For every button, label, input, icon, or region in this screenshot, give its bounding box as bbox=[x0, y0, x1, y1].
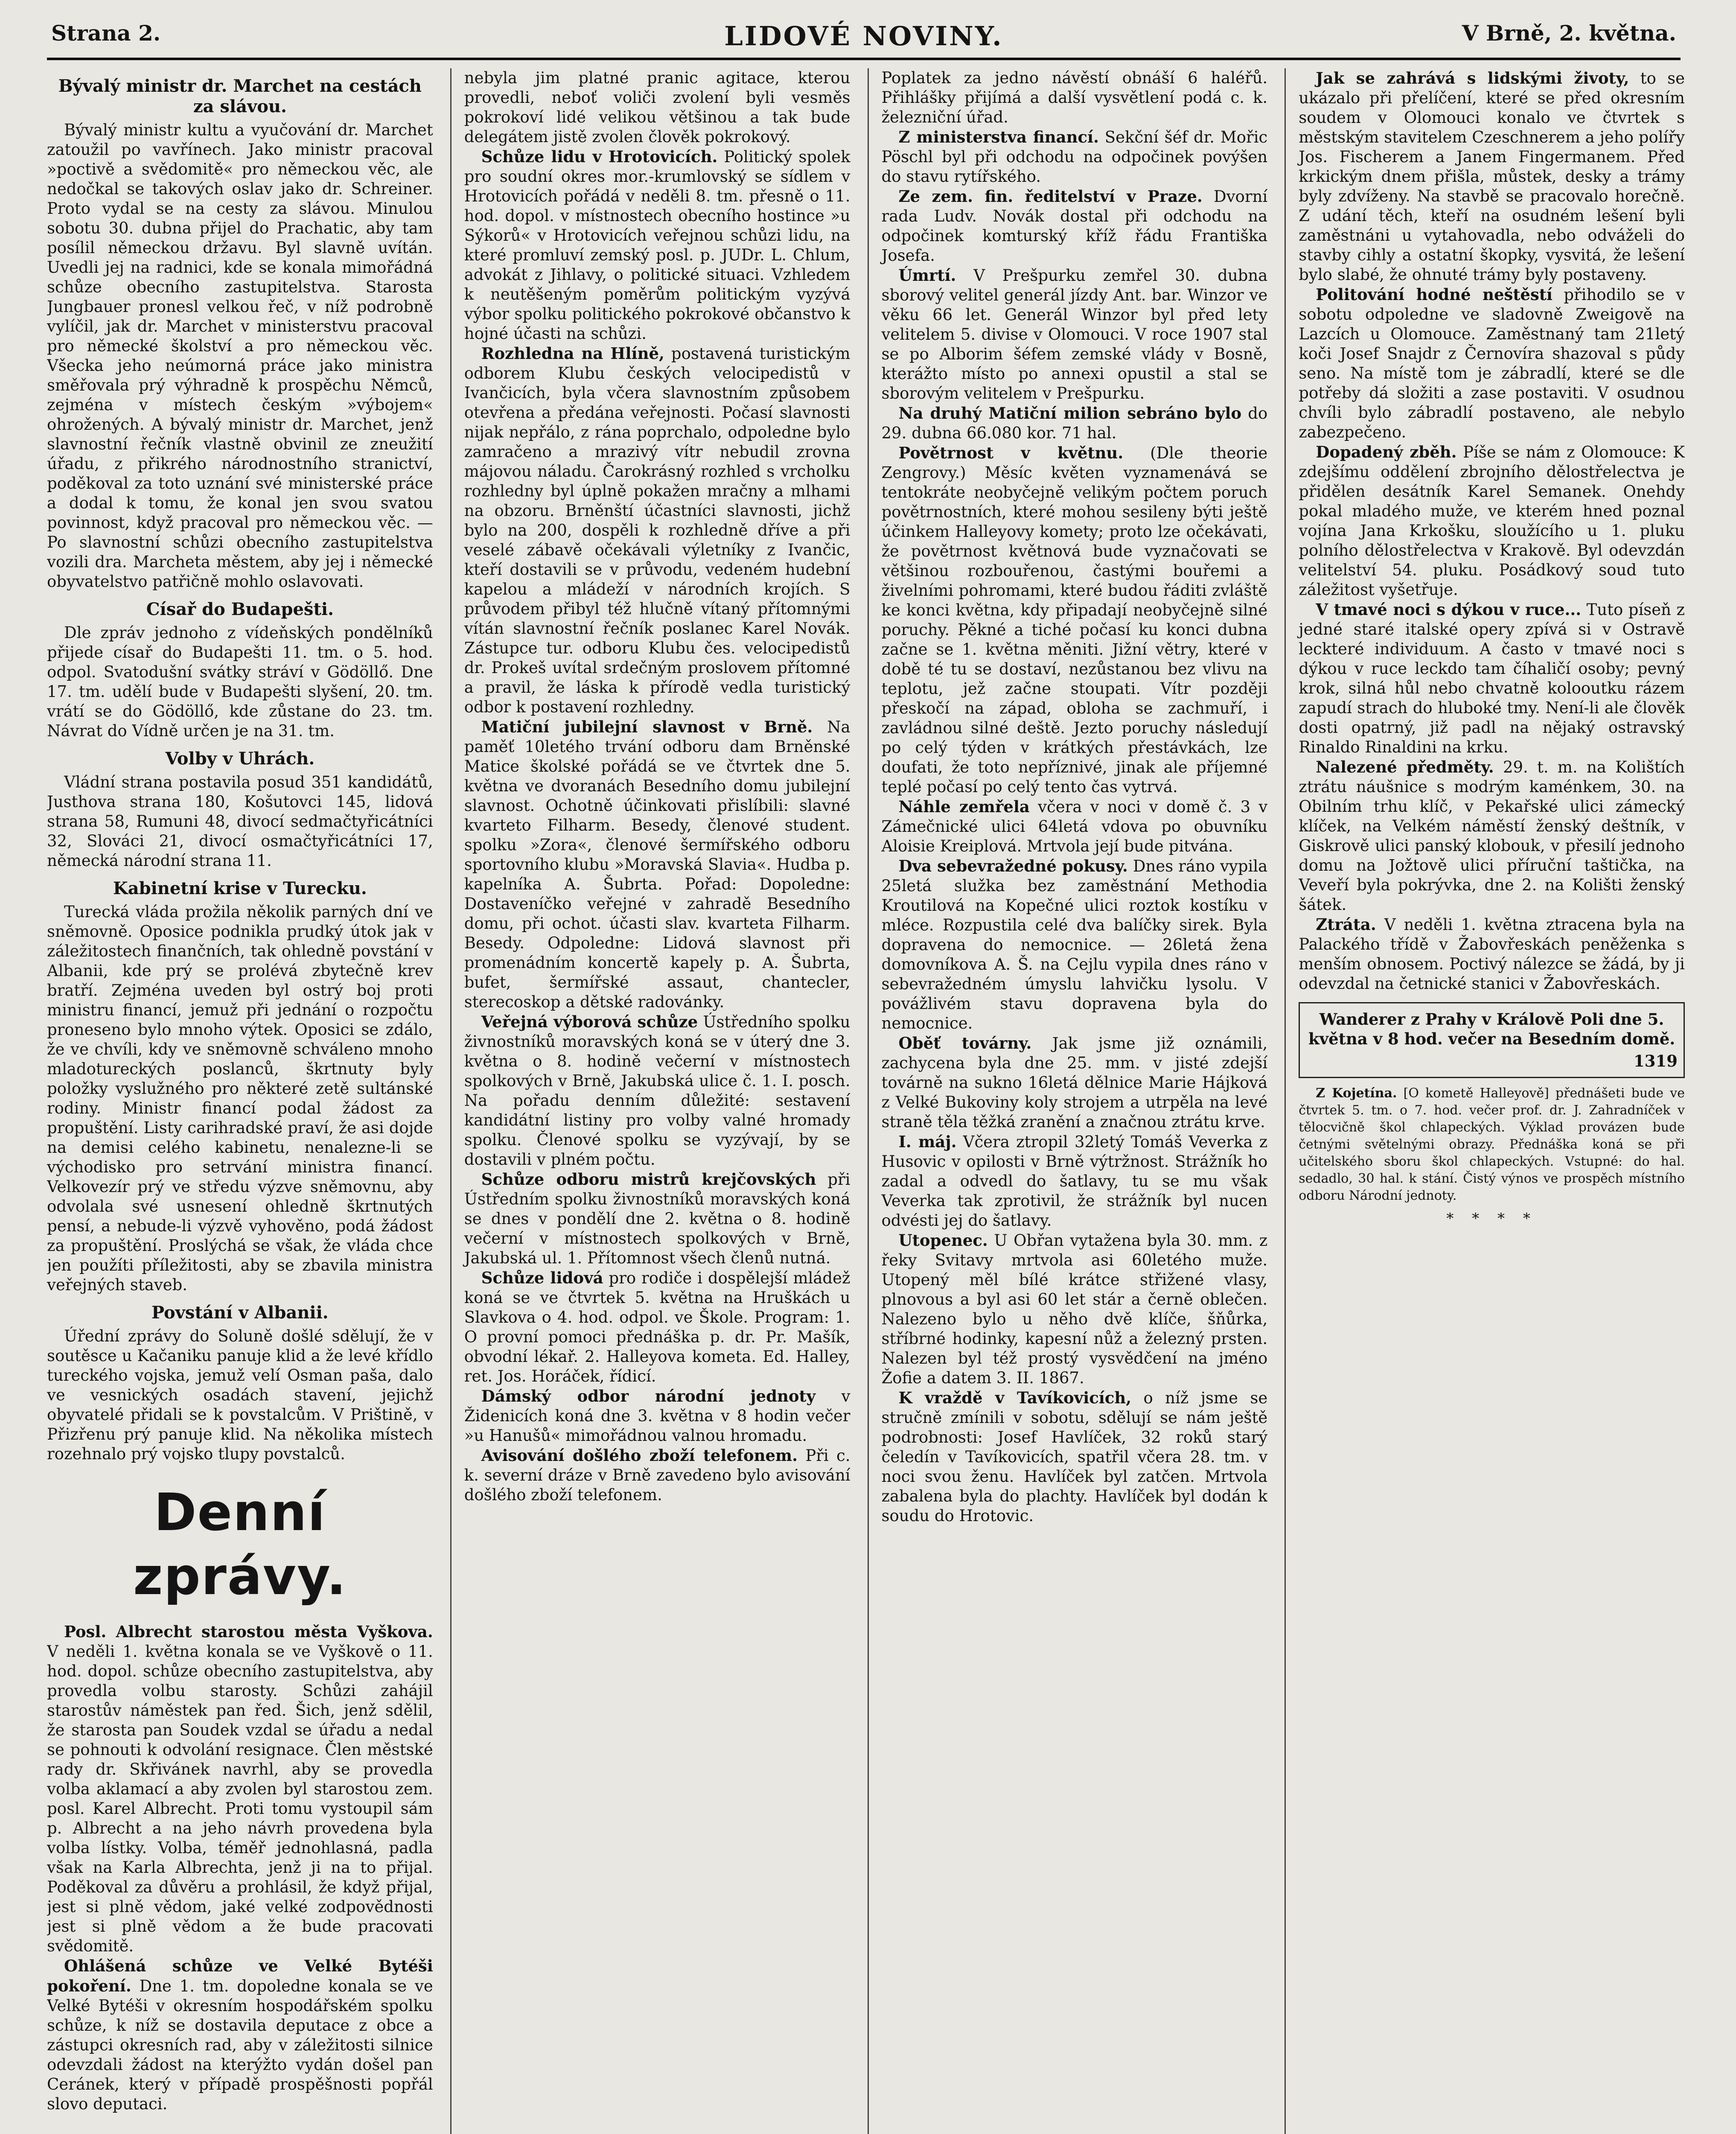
section-separator: * * * * bbox=[1446, 1210, 1537, 1227]
column-3 bbox=[868, 68, 1268, 2134]
article-text: Ústředního spolku živnostníků moravských koná se v úterý dne 3. května o 8. hodině večerní v místnostech spolkových v Brně, Jakubská ulice č. 1. I. posch. Na pořadu denním důležité: sestavení kandidátní listiny pro volby valné hromady spolku. Členové spolku se vyzývají, by se dostavili v plném počtu. bbox=[464, 1013, 851, 1169]
section-title: Povstání v Albanii. bbox=[151, 1303, 329, 1323]
article-text: Při c. k. severní dráze v Brně zavedeno bylo avisování došlého zboží telefonem. bbox=[464, 1446, 851, 1504]
article-text: pro rodiče i dospělejší mládež koná se ve čtvrtek 5. května na Hruškách u Slavkova o 4. hod. odpol. ve Škole. Program: 1. O provní pomoci přednáška p. dr. Pr. Mašík, obvodní lékař. 2. Halleyova kometa. Ed. Halley, ret. Jos. Horáček, řídicí. bbox=[464, 1269, 851, 1385]
article-text: Sekční šéf dr. Mořic Pöschl byl při odchodu na odpočinek povýšen do stavu rytířského. bbox=[881, 128, 1268, 186]
section-header-denni-zpravy: Denní zprávy. bbox=[133, 1483, 347, 1606]
article-text: Včera ztropil 32letý Tomáš Veverka z Husovic v opilosti v Brně výtržnost. Strážník ho zadal a odvedl do šatlavy, tu se mu však Veverka tak zprotivil, že strážník byl nucen odvésti jej do šatlavy. bbox=[881, 1133, 1268, 1230]
article-text: Na paměť 10letého trvání odboru dam Brněnské Matice školské pořádá se ve čtvrtek dne 5. května ve dvoranách Besedního domu jubilejní slavnost. Ochotně účinkovati přislíbili: slavné kvarteto Filharm. Besedy, členové student. spolku »Zora«, členové šermířského odboru sportovního klubu »Moravská Slavia«. Hudba p. kapelníka A. Šubrta. Pořad: Dopoledne: Dostaveníčko veřejné v zahradě Besedního domu, při ochot. účasti slav. kvarteta Filharm. Besedy. Odpoledne: Lidová slavnost při promenádním koncertě kapely p. A. Šubrta, bufet, šermířské assaut, chantecler, sterecoskop a dětské radovánky. bbox=[464, 718, 851, 1011]
article-headline: Ze zem. fin. ředitelství v Praze. bbox=[898, 187, 1203, 206]
article-text: Politický spolek pro soudní okres mor.-krumlovský se sídlem v Hrotovicích pořádá v neděli 8. tm. přesně o 11. hod. dopol. v místnostech obecního hostince »u Sýkorů« v Hrotovicích veřejnou schůzi lidu, na které promluví zemský posl. p. JUDr. L. Chlum, advokát z Jihlavy, o politické situaci. Vzhledem k neutěšeným poměrům politickým vyzývá výbor spolku politického pokrokové občanstvo k hojné účasti na schůzi. bbox=[464, 148, 851, 343]
section-title: Volby v Uhrách. bbox=[165, 749, 315, 769]
article-headline: Nalezené předměty. bbox=[1316, 758, 1494, 776]
page-number: Strana 2. bbox=[51, 20, 161, 46]
masthead bbox=[47, 13, 1681, 60]
article-headline: Ztráta. bbox=[1316, 915, 1376, 934]
article-text: V Prešpurku zemřel 30. dubna sborový velitel generál jízdy Ant. bar. Winzor ve věku 66 let. Generál Winzor byl před lety velitelem 5. divise v Olomouci. V roce 1907 stal se po Alborim šéfem zemské vlády v Bosně, kterážto místo po annexi opustil a stal se sborovým velitelem v Prešpurku. bbox=[881, 266, 1268, 402]
article-headline: Posl. Albrecht starostou města Vyškova. bbox=[64, 1622, 433, 1641]
article-headline: Rozhledna na Hlíně, bbox=[481, 344, 664, 363]
article-headline: Z Kojetína. bbox=[1316, 1086, 1397, 1101]
article-headline: Z ministerstva financí. bbox=[898, 128, 1099, 146]
article-headline: Avisování došlého zboží telefonem. bbox=[481, 1446, 798, 1465]
article-text: do 29. dubna 66.080 kor. 71 hal. bbox=[881, 404, 1268, 442]
article-text: při Ústředním spolku živnostníků moravských koná se dnes v pondělí dne 2. května o 8. hodině večerní v místnostech spolkových v Brně, Jakubská ul. 1. Přítomnost všech členů nutná. bbox=[464, 1170, 851, 1267]
article-text: Jak jsme již oznámili, zachycena byla dne 25. mm. v jisté zdejší továrně na sukno 16letá dělnice Marie Hájková z Velké Bukoviny koly strojem a utrpěla na levé straně těla těžká zranění a značnou ztrátu krve. bbox=[881, 1034, 1268, 1131]
article-text: přihodilo se v sobotu odpoledne ve sladovně Zweigově na Lazcích u Olomouce. Zaměstnaný tam 21letý koči Josef Snajdr z Černovíra shazoval s půdy seno. Na místě tom je zábradlí, které se dle potřeby dá složiti a zase postaviti. V osudnou chvíli bylo zábradlí postaveno, ale nebylo zabezpečeno. bbox=[1299, 286, 1685, 441]
section-title: Bývalý ministr dr. Marchet na cestách za slávou. bbox=[58, 76, 422, 117]
article-text: to se ukázalo při přelíčení, které se před okresním soudem v Olomouci konalo ve čtvrtek s městským stavitelem Czeschnerem a jeho polířy Jos. Fischerem a Janem Fingermanem. Před krkickým dnem přišla, můstek, desky a trámy byly zdvíženy. Na stavbě se pracovalo horečně. Z udání těch, kteří na osudném lešení byli zaměstnáni u vytahovadla, nebo odváželi do stavby cihly a ostatní škopky, vysvitá, že lešení bylo slabé, že ohnuté trámy byly postaveny. bbox=[1299, 69, 1685, 284]
article-text: Úřední zprávy do Soluně došlé sdělují, že v soutěsce u Kačaniku panuje klid a že levé křídlo tureckého vojska, jemuž velí Osman paša, dalo ve vesnických osadách stavení, jejichž obyvatelé přidali se k povstalcům. V Prištině, v Přizřenu prý panuje klid. Na několika místech rozehnalo prý vojsko tlupy povstalců. bbox=[47, 1327, 433, 1463]
article-columns bbox=[47, 68, 1685, 2134]
article-text: [O kometě Halleyově] přednášeti bude ve čtvrtek 5. tm. o 7. hod. večer prof. dr. J. Zahradníček v tělocvičně škol chlapeckých. Výklad provázen bude četnými světelnými obrazy. Přednáška koná se při učitelského sboru škol chlapeckých. Vstupné: do hal. sedadlo, 30 hal. k stání. Čistý výnos ve prospěch místního odboru Národní jednoty. bbox=[1299, 1086, 1685, 1203]
article-headline: Schůze lidová bbox=[481, 1268, 603, 1287]
issue-date: V Brně, 2. května. bbox=[1462, 20, 1676, 46]
article-text: Turecká vláda prožila několik parných dní ve sněmovně. Oposice podnikla prudký útok jak v záležitostech finančních, tak ohledně povstání v Albanii, kde prý se prolévá zbytečně krev bratří. Zejména uveden byl ostrý boj proti ministru financí, jemuž při jednání o rozpočtu proneseno bylo mnoho výtek. Oposici se zdálo, že ve chvíli, kdy ve sněmovně schváleno mnoho mladotureckých poslanců, škrtnuty byly položky vyslužného pro některé zetě sultánské rodiny. Ministr financí podal žádost za propuštění. Listy carihradské praví, že asi dojde na demisi celého kabinetu, nenalezne-li se východisko pro setrvání ministra financí. Velkovezír prý ve středu výzve sněmovnu, aby odvolala své usnesení ohledně škrtnutých pensí, a nebude-li výzvě vyhověno, podá žádost za propuštění. Proslýchá se však, že vláda chce jen použíti příležitosti, aby se zbavila ministra veřejných staveb. bbox=[47, 903, 433, 1294]
article-text: (Dle theorie Zengrovy.) Měsíc květen vyznamenává se tentokráte neobyčejně velikým počtem poruch povětrnostních, které mohou sesileny býti ještě účinkem Halleyovy komety; proto lze očekávati, že povětrnost květnová bude vyznačovati se většinou rozbouřenou, častými bouřemi a živelními pohromami, které budou řáditi zvláště ke konci května, kdy připadají neobyčejně silné poruchy. Pěkné a tiché počasí ku konci dubna začne se 1. května měniti. Jižní větry, které v době té tu se dostaví, nezůstanou bez vlivu na teplotu, jež začne stoupati. Vítr později přeskočí na západ, obloha se zachmuří, i zavládnou silné deště. Jezto poruchy následují po celý týden v krátkých přestávkách, lze doufati, že toto nepříznivé, jinak ale příjemné teplé počasí po celý tento čas vytrvá. bbox=[881, 444, 1268, 796]
article-text: Dne 1. tm. dopoledne konala se ve Velké Bytéši v okresním hospodářském spolku schůze, k níž se dostavila deputace z obce a zástupci okresních rad, aby v záležitosti silnice odevzdali žádost na kterýžto vydán došel pan Ceránek, který v případě prospěšnosti popřál slovo deputaci. bbox=[47, 1977, 433, 2113]
article-headline: Povětrnost v květnu. bbox=[898, 443, 1124, 462]
article-text: o níž jsme se stručně zmínili v sobotu, sdělují se nám ještě podrobnosti: Josef Havlíček, 32 roků starý čeledín v Tavíkovicích, spatřil včera 28. tm. v noci svou ženu. Havlíček byl zatčen. Mrtvola zabalena byla do plachty. Havlíček byl dodán k soudu do Hrotovic. bbox=[881, 1389, 1268, 1525]
article-text: včera v noci v domě č. 3 v Zámečnické ulici 64letá vdova po obuvníku Aloisie Kreiplová. Mrtvola její bude pitvána. bbox=[881, 798, 1268, 855]
article-headline: Oběť továrny. bbox=[898, 1034, 1032, 1052]
article-headline: Dopadený zběh. bbox=[1316, 443, 1457, 461]
article-headline: Utopenec. bbox=[898, 1231, 988, 1250]
article-text: nebyla jim platné pranic agitace, kterou provedli, neboť voliči zvolení byli vesměs pokrokoví lidé velikou většinou a tak bude delegátem jistě zvolen člověk pokrokový. bbox=[464, 69, 851, 146]
article-text: Bývalý ministr kultu a vyučování dr. Marchet zatoužil po vavřínech. Jako ministr pracoval »poctivě a svědomitě« pro německou věc, ale nedočkal se takových oslav jako dr. Schreiner. Proto vydal se na cesty za slávou. Minulou sobotu 30. dubna přijel do Prachatic, aby tam posílil německou državu. Byl slavně uvítán. Uvedli jej na radnici, kde se konala mimořádná schůze obecního zastupitelstva. Starosta Jungbauer pronesl velkou řeč, v níž podrobně vylíčil, jak dr. Marchet v ministerstvu pracoval pro německé školství a pro německou věc. Všecka jeho neúmorná práce jako ministra směřovala prý výhradně k prospěchu Němců, zejména v místech českým »výbojem« ohrožených. A bývalý ministr dr. Marchet, jenž slavnostní řečník vlastně obvinil ze zneužití úřadu, z přikrého národnostního stranictví, poděkoval za toto uznání své ministerské práce a dodal k tomu, že konal jen svou svatou povinnost, když pracoval pro německou věc. — Po slavnostní schůzi obecního zastupitelstva vozili dra. Marcheta městem, aby jej i německé obyvatelstvo patřičně mohlo oslavovati. bbox=[47, 121, 433, 591]
newspaper-title: LIDOVÉ NOVINY. bbox=[724, 20, 1003, 52]
column-2 bbox=[450, 68, 851, 2134]
column-4 bbox=[1285, 68, 1685, 2134]
article-headline: Dva sebevražedné pokusy. bbox=[898, 857, 1128, 875]
section-title: Kabinetní krise v Turecku. bbox=[113, 878, 367, 898]
article-headline: Ohlášená schůze ve Velké Bytéši pokoření. bbox=[47, 1956, 433, 1995]
article-headline: Náhle zemřela bbox=[898, 797, 1030, 816]
article-headline: K vraždě v Tavíkovicích, bbox=[898, 1388, 1132, 1407]
article-text: Poplatek za jedno návěstí obnáší 6 haléřů. Přihlášky přijímá a další vysvětlení podá c. k. železniční úřad. bbox=[881, 69, 1268, 126]
article-text: Tuto píseň z jedné staré italské opery zpívá si v Ostravě leckteré individuum. A často v tmavé noci s dýkou v ruce leckdo tam číhaličí osoby; pevný krok, silná hůl nebo chvatně kolooutku rázem zapudí strach do hluboké tmy. Není-li ale člověk dosti opatrný, již padl na nějaký ostravský Rinaldo Rinaldini na krku. bbox=[1299, 601, 1685, 756]
article-text: Dle zpráv jednoho z vídeňských pondělníků přijede císař do Budapešti 11. tm. o 5. hod. odpol. Svatodušní svátky stráví v Gödöllő. Dne 17. tm. udělí bude v Budapešti slyšení, 20. tm. vrátí se do Gödöllő, kde zůstane do 23. tm. Návrat do Vídně určen je na 31. tm. bbox=[47, 624, 433, 740]
article-headline: Schůze lidu v Hrotovicích. bbox=[481, 147, 718, 166]
article-text: Píše se nám z Olomouce: K zdejšímu oddělení zbrojního dělostřelectva je přidělen desátník Karel Semanek. Onehdy pokal mladého muže, ve kterém hned poznal vojína Jana Krkošku, sloužícího u 1. pluku polního dělostřelectva v Krakově. Byl odevzdán velitelství 54. pluku. Posádkový soud tuto záležitost vyšetřuje. bbox=[1299, 443, 1685, 599]
article-text: V neděli 1. května konala se ve Vyškově o 11. hod. dopol. schůze obecního zastupitelstva, aby provedla volbu starosty. Schůzi zahájil starostův náměstek pan řed. Šich, jenž sdělil, že starosta pan Soudek vzdal se úřadu a nedal se pohnouti k odvolání resignace. Člen městské rady dr. Skřivánek navrhl, aby se provedla volba aklamací a aby zvolen byl starostou zem. posl. Karel Albrecht. Proti tomu vystoupil sám p. Albrecht a na jeho návrh provedena byla volba lístky. Volba, téměř jednohlasná, padla však na Karla Albrechta, jenž ji na to přijal. Poděkoval za důvěru a prohlásil, že když přijal, jest si plně vědom, jaké velké zodpovědnosti jest si plně vědom a že bude pracovati svědomitě. bbox=[47, 1642, 433, 1955]
advertisement-box bbox=[1299, 1002, 1685, 1078]
article-headline: Na druhý Matiční milion sebráno bylo bbox=[898, 404, 1242, 423]
article-headline: Schůze odboru mistrů krejčovských bbox=[481, 1170, 816, 1189]
advertisement-number: 1319 bbox=[1634, 1052, 1678, 1070]
article-text: Vládní strana postavila posud 351 kandidátů, Justhova strana 180, Košutovci 145, lidová strana 58, Rumuni 48, divocí sedmačtyřicátníci 32, Slováci 21, divocí osmačtyřicátníci 17, německá národní strana 11. bbox=[47, 773, 433, 870]
article-text: v Židenicích koná dne 3. května v 8 hodin večer »u Hanušů« mimořádnou valnou hromadu. bbox=[464, 1387, 851, 1445]
column-1 bbox=[47, 68, 433, 2134]
article-headline: Úmrtí. bbox=[898, 266, 956, 285]
article-headline: Jak se zahrává s lidskými životy, bbox=[1316, 69, 1629, 87]
article-text: postavená turistickým odborem Klubu českých velocipedistů v Ivančicích, byla včera slavnostním způsobem otevřena a předána veřejnosti. Počasí slavnosti nijak nepřálo, z rána poprchalo, odpoledne bylo zamračeno a mrazivý vítr nebudil zrovna májovou náladu. Čarokrásný rozhled s vrcholku rozhledny byl úplně pokažen mračny a mlhami na obzoru. Brněnští účastníci slavnosti, jichž bylo na 200, dospěli k rozhledně dříve a při veselé zábavě očekávali výletníky z Ivančic, kteří dostavili se v průvodu, vedeném hudební kapelou a mládeží v národních krojích. S průvodem přibyl též hlučně vítaný přítomnými vítán slavnostní řečník poslanec Karel Novák. Zástupce tur. odboru Klubu čes. velocipedistů dr. Prokeš uvítal srdečným proslovem přítomné a pravil, že láska k přírodě vedla turistický odbor k postavení rozhledny. bbox=[464, 344, 851, 716]
article-headline: Politování hodné neštěstí bbox=[1316, 285, 1552, 304]
article-text: V neděli 1. května ztracena byla na Palackého třídě v Žabovřeskách peněženka s menším obnosem. Poctivý nálezce se žádá, by ji odevzdal na četnické stanici v Žabovřeskách. bbox=[1299, 915, 1685, 993]
article-headline: Matiční jubilejní slavnost v Brně. bbox=[481, 717, 813, 736]
article-headline: I. máj. bbox=[898, 1132, 957, 1151]
article-headline: Veřejná výborová schůze bbox=[481, 1012, 698, 1031]
article-text: U Obřan vytažena byla 30. mm. z řeky Svitavy mrtvola asi 60letého muže. Utopený měl bílé krátce střižené vlasy, plnovous a byl asi 60 let stár a černě oblečen. Nalezeno bylo u něho dvě klíče, šňůrka, stříbrné hodinky, kapesní nůž a železný prsten. Nalezen byl též prostý vysvědčení na jméno Žofie a datem 3. II. 1867. bbox=[881, 1231, 1268, 1387]
article-headline: V tmavé noci s dýkou v ruce... bbox=[1316, 600, 1582, 619]
section-title: Císař do Budapešti. bbox=[146, 599, 334, 619]
advertisement-text: Wanderer z Prahy v Králově Poli dne 5. května v 8 hod. večer na Besedním domě. bbox=[1308, 1010, 1675, 1048]
article-headline: Dámský odbor národní jednoty bbox=[481, 1387, 816, 1405]
article-text: Dnes ráno vypila 25letá služka bez zaměstnání Methodia Kroutilová na Kopečné ulici roztok kostíku v mléce. Rozpustila celé dva balíčky sirek. Byla dopravena do nemocnice. — 26letá žena domovníkova A. Š. na Cejlu vypila dnes ráno v sebevražedném úmyslu lahvičku lysolu. V povážlivém stavu dopravena byla do nemocnice. bbox=[881, 857, 1268, 1032]
article-text: Dvorní rada Ludv. Novák dostal při odchodu na odpočinek komturský kříž řádu Františka Josefa. bbox=[881, 187, 1268, 265]
article-text: 29. t. m. na Kolištích ztrátu náušnice s modrým kaménkem, 30. na Obilním trhu klíč, v Pekařské ulici zámecký klíček, na Velkém náměstí ženský deštník, v Giskrově ulici panský klobouk, v přesilí jednoho domu na Jožtově ulici příruční taštička, na Veveří byla pokrývka, dne 2. na Kolišti ženský šátek. bbox=[1299, 758, 1685, 914]
